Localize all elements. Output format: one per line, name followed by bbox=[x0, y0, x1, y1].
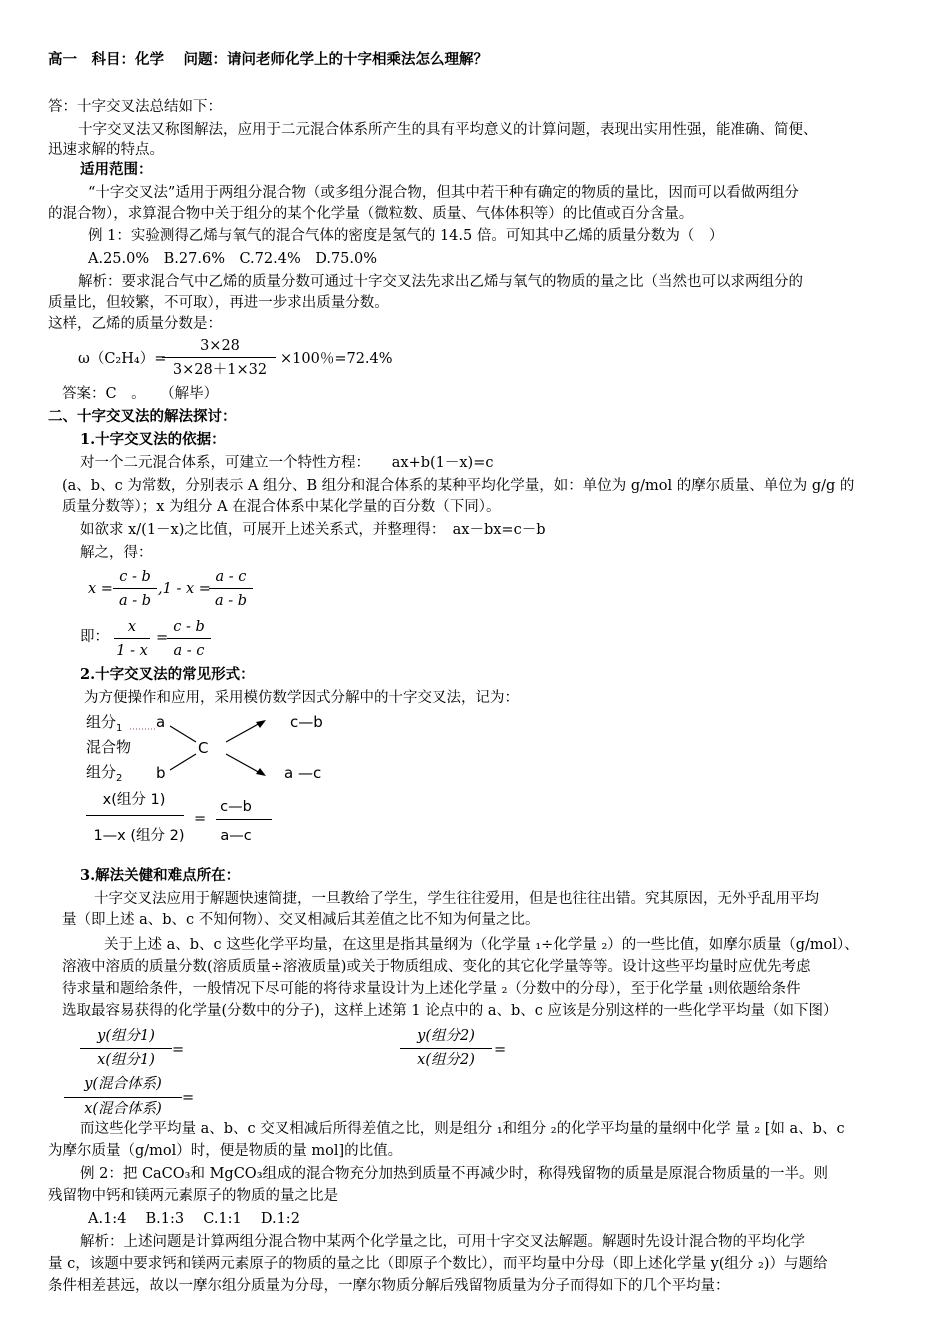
omega-denominator: 3×28＋1×32 bbox=[172, 362, 268, 378]
fraction-bar bbox=[167, 638, 211, 639]
omega-left: ω（C₂H₄）= bbox=[78, 351, 167, 367]
answer-intro: 答：十字交叉法总结如下： bbox=[48, 99, 222, 115]
formula-numerator: c - b bbox=[119, 569, 151, 585]
page-header: 高一 科目：化学 问题：请问老师化学上的十字相乘法怎么理解？ bbox=[48, 51, 489, 68]
fraction-bar bbox=[80, 1048, 172, 1049]
paragraph: 关于上述 a、b、c 这些化学平均量，在这里是指其量纲为（化学量 ₁÷化学量 ₂）的一些比值，如摩尔质量（g/mol）、 bbox=[104, 937, 859, 953]
formula-denominator: a - b bbox=[214, 593, 248, 609]
paragraph: “十字交叉法”适用于两组分混合物（或多组分混合物，但其中若干种有确定的物质的量比，因而可以看做两组分 bbox=[88, 185, 799, 201]
formula-denominator: a - c bbox=[173, 643, 205, 659]
subsection-3-title: 3.解法关健和难点所在： bbox=[80, 867, 241, 884]
cross-b: b bbox=[156, 764, 166, 782]
paragraph: 待求量和题给条件，一般情况下尽可能的将待求量设计为上述化学量 ₂（分数中的分母），至于化学量 ₁则依题给条件 bbox=[62, 981, 801, 997]
fraction-bar bbox=[114, 638, 150, 639]
analysis: 解析：要求混合气中乙烯的质量分数可通过十字交叉法先求出乙烯与氧气的物质的量之比（当然也可以求两组分的 bbox=[78, 274, 803, 290]
formula-eq: = bbox=[156, 630, 169, 646]
cross-c: C bbox=[198, 739, 209, 757]
formula-lead: 即： bbox=[80, 629, 109, 645]
cross-fraction-denominator: 1—x (组分 2) bbox=[93, 828, 185, 844]
y2-numerator: y(组分2) bbox=[417, 1028, 475, 1044]
example-2-options: A.1:4 B.1:3 C.1:1 D.1:2 bbox=[88, 1211, 300, 1227]
omega-right: ×100％=72.4% bbox=[280, 351, 393, 367]
formula-mid: ,1 - x = bbox=[158, 581, 211, 597]
paragraph: 量（即上述 a、b、c 不知何物）、交叉相减后其差值之比不知为何量之比。 bbox=[62, 912, 540, 928]
example-2: 残留物中钙和镁两元素原子的物质的量之比是 bbox=[48, 1188, 338, 1204]
formula-numerator: c - b bbox=[173, 619, 205, 635]
fraction-bar bbox=[162, 357, 276, 358]
y3-numerator: y(混合体系) bbox=[84, 1076, 162, 1092]
cross-result-2: a —c bbox=[284, 764, 322, 782]
example-2: 例 2：把 CaCO₃和 MgCO₃组成的混合物充分加热到质量不再减少时，称得残留物的质量是原混合物质量的一半。则 bbox=[80, 1166, 829, 1182]
paragraph: 为摩尔质量（g/mol）时，便是物质的量 mol]的比值。 bbox=[48, 1143, 403, 1159]
analysis: 量 c，该题中要求钙和镁两元素原子的物质的量之比（即原子个数比），而平均量中分母（即上述化学量 y(组分 ₂)）与题给 bbox=[48, 1256, 828, 1272]
fraction-bar bbox=[86, 815, 184, 816]
y3-eq: = bbox=[182, 1090, 195, 1106]
cross-arrows bbox=[120, 712, 280, 782]
paragraph: 十字交叉法应用于解题快速简捷，一旦教给了学生，学生往往爱用，但是也往往出错。究其原因，无外乎乱用平均 bbox=[94, 891, 819, 907]
fraction-bar bbox=[216, 819, 272, 820]
cross-component-2: 组分$_2$ bbox=[86, 763, 123, 784]
y3-denominator: x(混合体系) bbox=[84, 1101, 162, 1117]
paragraph: 对一个二元混合体系，可建立一个特性方程： ax+b(1－x)=c bbox=[80, 455, 494, 471]
example-1-options: A.25.0% B.27.6% C.72.4% D.75.0% bbox=[88, 251, 378, 267]
paragraph: 而这些化学平均量 a、b、c 交叉相减后所得差值之比，则是组分 ₁和组分 ₂的化学平均量的量纲中化学 量 ₂ [如 a、b、c bbox=[80, 1121, 845, 1137]
example-1-answer: 答案：C 。 （解毕） bbox=[62, 386, 219, 402]
cross-component-1: 组分$_1$ bbox=[86, 713, 123, 734]
y1-denominator: x(组分1) bbox=[97, 1052, 155, 1068]
fraction-bar bbox=[400, 1048, 492, 1049]
formula-denominator: 1 - x bbox=[116, 643, 148, 659]
cross-mixture: 混合物 bbox=[86, 738, 132, 756]
cross-result-denominator: a—c bbox=[220, 828, 252, 844]
analysis: 解析：上述问题是计算两组分混合物中某两个化学量之比，可用十字交叉法解题。解题时先设计混合物的平均化学 bbox=[80, 1234, 805, 1250]
fraction-bar bbox=[64, 1097, 182, 1098]
formula-x: x = bbox=[88, 581, 113, 597]
paragraph: 选取最容易获得的化学量(分数中的分子)，这样上述第 1 论点中的 a、b、c 应该是分别这样的一些化学平均量（如下图） bbox=[62, 1003, 838, 1019]
formula-denominator: a - b bbox=[118, 593, 152, 609]
y1-eq: = bbox=[172, 1042, 185, 1058]
analysis: 质量比，但较繁，不可取），再进一步求出质量分数。 bbox=[48, 295, 389, 311]
cross-result-numerator: c—b bbox=[220, 799, 252, 815]
example-1: 例 1：实验测得乙烯与氧气的混合气体的密度是氢气的 14.5 倍。可知其中乙烯的质量分数为（ ） bbox=[88, 228, 724, 244]
section-2-title: 二、十字交叉法的解法探讨： bbox=[48, 408, 237, 425]
y1-numerator: y(组分1) bbox=[97, 1028, 155, 1044]
paragraph: 为方便操作和应用，采用模仿数学因式分解中的十字交叉法，记为： bbox=[84, 690, 519, 706]
cross-eq: = bbox=[194, 811, 207, 827]
paragraph: 的混合物），求算混合物中关于组分的某个化学量（微粒数、质量、气体体积等）的比值或百分含量。 bbox=[48, 206, 694, 222]
paragraph: 迅速求解的特点。 bbox=[48, 142, 164, 158]
paragraph: (a、b、c 为常数，分别表示 A 组分、B 组分和混合体系的某种平均化学量，如：单位为 g/mol 的摩尔质量、单位为 g/g 的 bbox=[62, 478, 855, 494]
scope-title: 适用范围： bbox=[80, 161, 153, 178]
subsection-1-title: 1.十字交叉法的依据： bbox=[80, 431, 226, 448]
analysis: 条件相差甚远，故以一摩尔组分质量为分母，一摩尔物质分解后残留物质量为分子而得如下的几个平均量： bbox=[48, 1278, 730, 1294]
y2-denominator: x(组分2) bbox=[417, 1052, 475, 1068]
omega-numerator: 3×28 bbox=[200, 338, 240, 354]
formula-numerator: x bbox=[127, 619, 137, 635]
fraction-bar bbox=[209, 588, 253, 589]
paragraph: 十字交叉法又称图解法，应用于二元混合体系所产生的具有平均意义的计算问题，表现出实用性强，能准确、简便、 bbox=[78, 122, 818, 138]
y2-eq: = bbox=[494, 1042, 507, 1058]
subsection-2-title: 2.十字交叉法的常见形式： bbox=[80, 666, 255, 683]
paragraph: 如欲求 x/(1－x)之比值，可展开上述关系式，并整理得： ax－bx=c－b bbox=[80, 522, 546, 538]
paragraph: 质量分数等）；x 为组分 A 在混合体系中某化学量的百分数（下同）。 bbox=[62, 499, 501, 515]
analysis: 这样，乙烯的质量分数是： bbox=[48, 316, 222, 332]
cross-fraction-numerator: x(组分 1) bbox=[102, 792, 166, 808]
formula-numerator: a - c bbox=[215, 569, 247, 585]
paragraph: 溶液中溶质的质量分数(溶质质量÷溶液质量)或关于物质组成、变化的其它化学量等等。设计这些平均量时应优先考虑 bbox=[62, 959, 811, 975]
paragraph: 解之，得： bbox=[80, 545, 153, 561]
cross-a: a bbox=[156, 713, 166, 731]
fraction-bar bbox=[113, 588, 157, 589]
cross-result-1: c—b bbox=[290, 713, 323, 731]
